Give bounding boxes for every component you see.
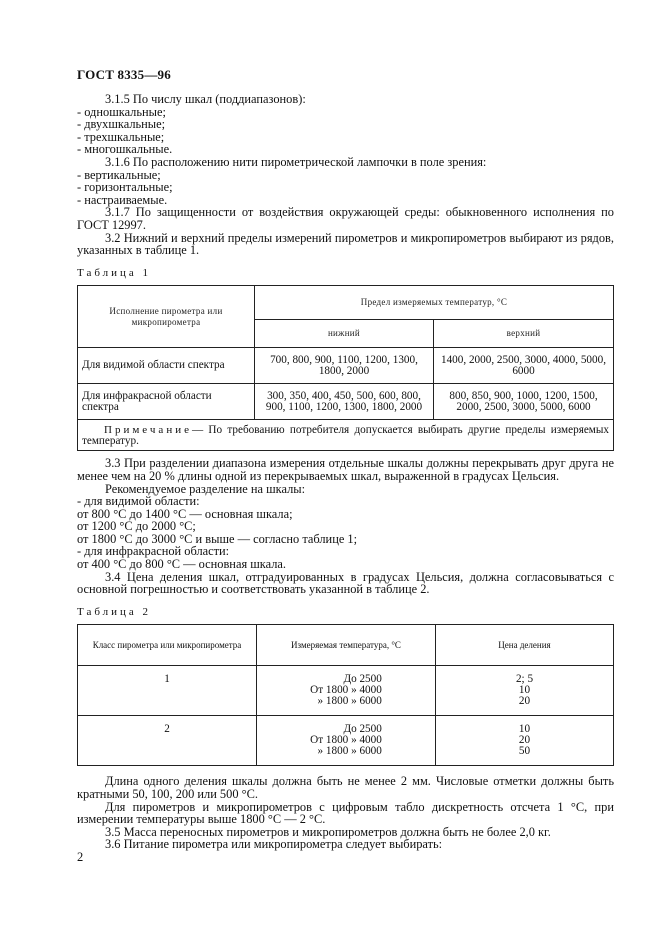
table1-row-lower: 300, 350, 400, 450, 500, 600, 800, 900, 1100, 1200, 1300, 1800, 2000 <box>255 384 434 420</box>
table1-row-upper: 800, 850, 900, 1000, 1200, 1500, 2000, 2500, 3000, 5000, 6000 <box>434 384 614 420</box>
list-item: - двухшкальные; <box>77 117 166 132</box>
table1-header-lower: нижний <box>255 320 434 348</box>
table1-note <box>78 420 614 451</box>
table2-temp-line: От 1800 » 4000 <box>310 684 382 697</box>
recommend-visible-label: - для видимой области: <box>77 494 200 509</box>
table-1 <box>77 285 614 451</box>
list-item: - одношкальные; <box>77 104 166 119</box>
section-3-1-6-title: 3.1.6 По расположению нити пирометрической лампочки в поле зрения: <box>105 154 487 169</box>
section-3-4: 3.4 Цена деления шкал, отградуированных в градусах Цельсия, должна согласовываться с основной погрешностью и соответствовать указанной в таблице 2. <box>77 569 614 597</box>
list-item: - вертикальные; <box>77 167 161 182</box>
table2-temp-line: От 1800 » 4000 <box>310 734 382 747</box>
table2-divs <box>436 716 614 766</box>
table1-row-upper: 1400, 2000, 2500, 3000, 4000, 5000, 6000 <box>434 348 614 384</box>
recommend-line: от 800 °С до 1400 °С — основная шкала; <box>77 506 293 521</box>
page-header: ГОСТ 8335—96 <box>77 67 171 82</box>
section-3-6: 3.6 Питание пирометра или микропирометра следует выбирать: <box>105 837 443 852</box>
table-row <box>78 348 614 384</box>
table-row <box>78 666 614 716</box>
table2-class: 2 <box>78 716 257 766</box>
table1-note-text: — По требованию потребителя допускается выбирать другие пределы измеряемых температур. <box>82 424 609 448</box>
table2-temps <box>257 716 436 766</box>
table2-temps <box>257 666 436 716</box>
recommend-ir-label: - для инфракрасной области: <box>77 544 230 559</box>
table2-header-class: Класс пирометра или микропирометра <box>78 625 257 666</box>
table2-header-temp: Измеряемая температура, °С <box>257 625 436 666</box>
list-item: - трехшкальные; <box>77 129 165 144</box>
table2-div-line: 2; 5 <box>515 673 534 686</box>
table2-div-line: 10 <box>518 684 531 697</box>
section-3-3: 3.3 При разделении диапазона измерения отдельные шкалы должны перекрывать друг друга не менее чем на 20 % длины одной из перекрываемых шкал, выраженной в градусах Цельсия. <box>77 456 614 483</box>
table1-header-upper: верхний <box>434 320 614 348</box>
section-3-1-7: 3.1.7 По защищенности от воздействия окружающей среды: обыкновенного исполнения по ГОСТ 12997. <box>77 205 614 232</box>
table2-divs <box>436 666 614 716</box>
table2-temp-line: До 2500 <box>343 673 382 686</box>
para-scale-length: Длина одного деления шкалы должна быть не менее 2 мм. Числовые отметки должны быть кратными 50, 100, 200 или 500 °С. <box>77 774 614 802</box>
table2-class: 1 <box>78 666 257 716</box>
recommend-line: от 1200 °С до 2000 °С; <box>77 519 196 534</box>
table1-caption-text: Таблица 1 <box>77 266 152 279</box>
para-digital: Для пирометров и микропирометров с цифровым табло дискретность отсчета 1 °С, при измерении температуры выше 1800 °С — 2 °С. <box>77 799 614 827</box>
section-3-2: 3.2 Нижний и верхний пределы измерений пирометров и микропирометров выбирают из рядов, указанных в таблице 1. <box>77 230 614 258</box>
section-3-1-5-title: 3.1.5 По числу шкал (поддиапазонов): <box>105 92 306 106</box>
table1-caption <box>77 266 614 280</box>
table1-header-name: Исполнение пирометра или микропирометра <box>78 286 255 348</box>
table2-div-line: 50 <box>518 745 531 758</box>
table2-caption-text: Таблица 2 <box>77 605 152 618</box>
table-row <box>78 420 614 451</box>
table1-note-label: Примечание <box>104 424 192 437</box>
table2-temp-line: До 2500 <box>343 723 382 736</box>
table-2 <box>77 624 614 766</box>
table1-row-lower: 700, 800, 900, 1100, 1200, 1300, 1800, 2000 <box>255 348 434 384</box>
recommend-title: Рекомендуемое разделение на шкалы: <box>105 481 306 496</box>
recommend-line: от 400 °С до 800 °С — основная шкала. <box>77 557 287 572</box>
table2-temp-line: » 1800 » 6000 <box>317 695 382 708</box>
table2-header-div: Цена деления <box>436 625 614 666</box>
table2-temp-line: » 1800 » 6000 <box>317 745 382 758</box>
table2-div-line: 10 <box>518 723 531 736</box>
table1-row-name: Для инфракрасной области спектра <box>78 384 255 420</box>
list-item: - настраиваемые. <box>77 192 168 207</box>
table-row <box>78 716 614 766</box>
recommend-line: от 1800 °С до 3000 °С и выше — согласно таблице 1; <box>77 531 358 546</box>
body-text <box>77 93 614 851</box>
table2-div-line: 20 <box>518 734 531 747</box>
list-item: - горизонтальные; <box>77 180 173 195</box>
list-item: - многошкальные. <box>77 142 173 157</box>
table-row <box>78 384 614 420</box>
table1-row-name: Для видимой области спектра <box>78 348 255 384</box>
page-number: 2 <box>77 850 84 864</box>
section-3-5: 3.5 Масса переносных пирометров и микропирометров должна быть не более 2,0 кг. <box>105 824 551 839</box>
table2-caption <box>77 605 614 619</box>
table2-div-line: 20 <box>518 695 531 708</box>
table1-header-limits: Предел измеряемых температур, °С <box>255 286 614 320</box>
